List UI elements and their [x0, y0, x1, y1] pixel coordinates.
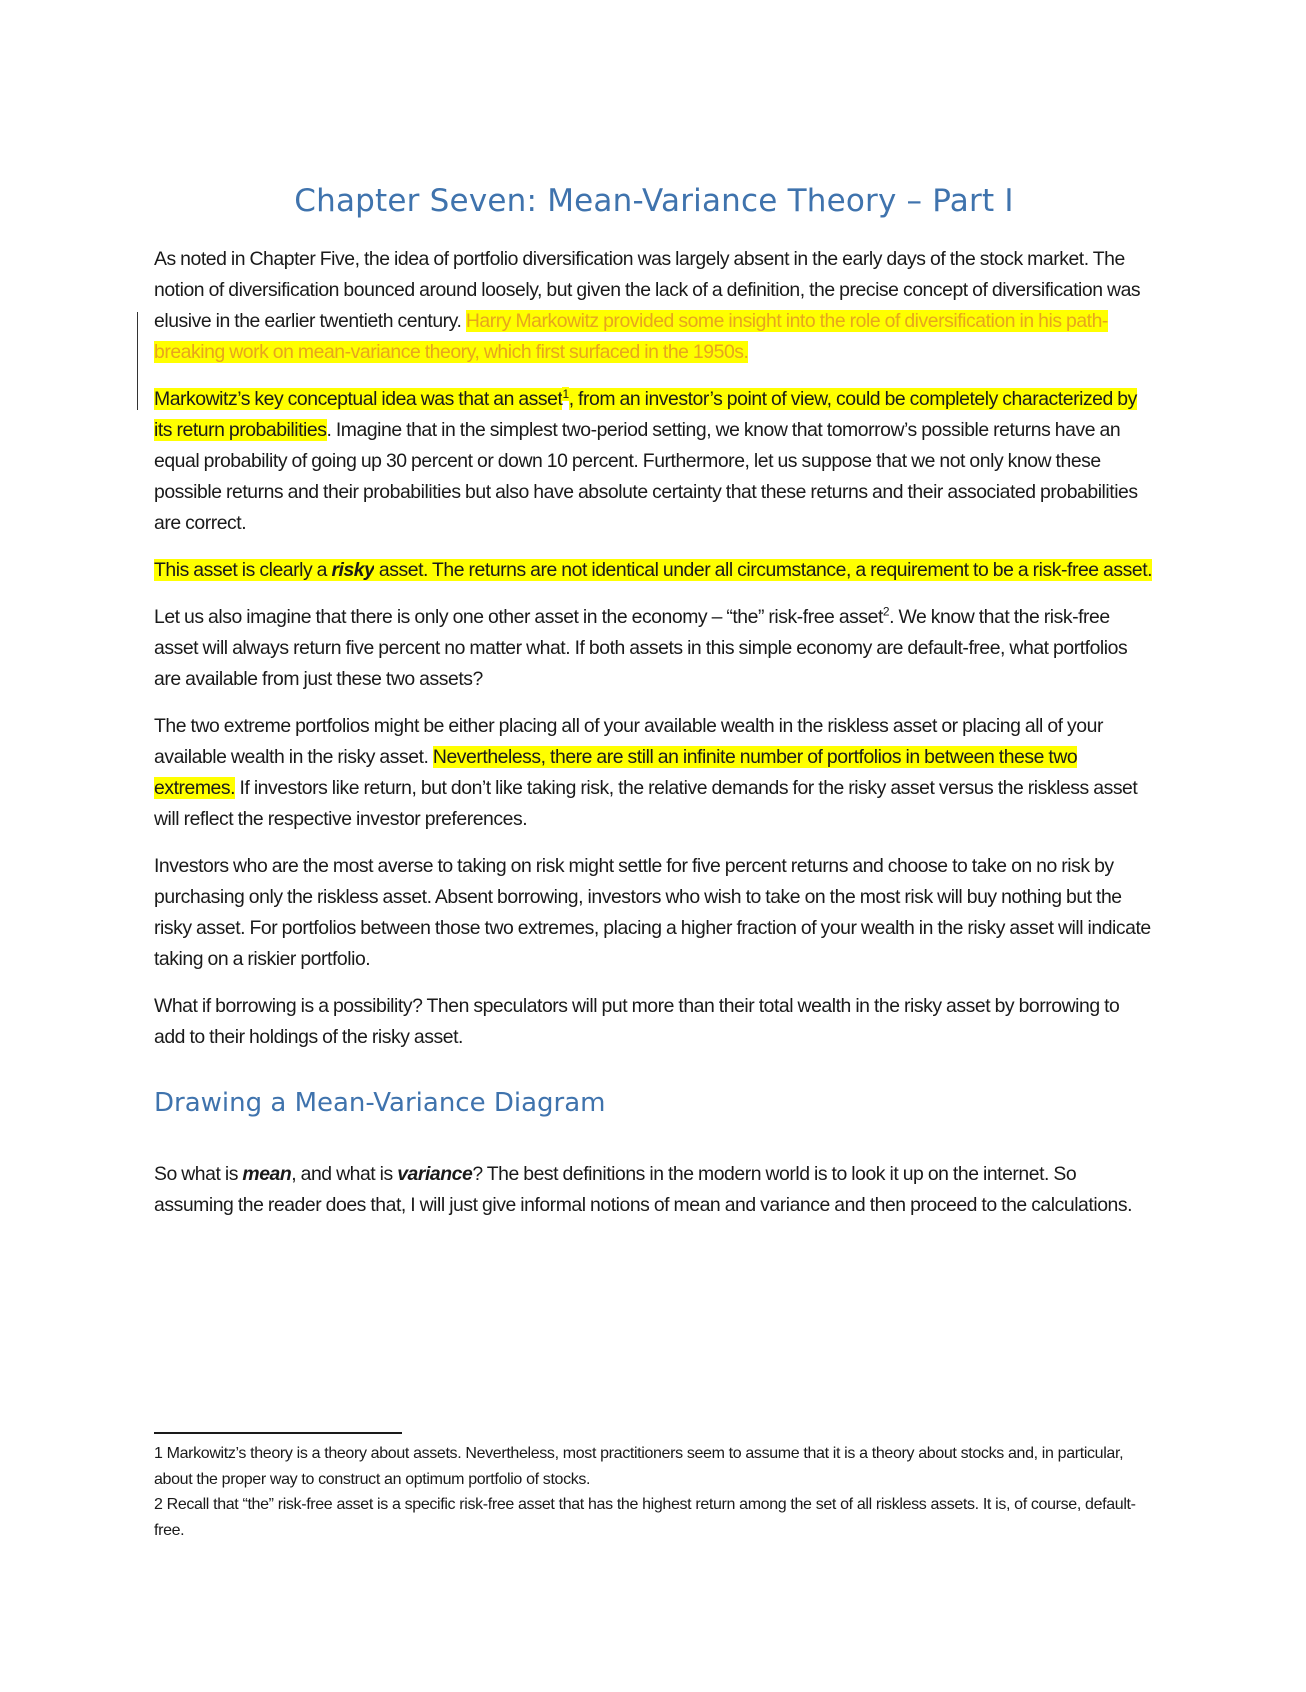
paragraph-7: What if borrowing is a possibility? Then speculators will put more than their total wealth in the risky asset by borrowing to add to their holdings of the risky asset. — [154, 995, 1120, 1048]
paragraph-1-text: As noted in Chapter Five, the idea of portfolio diversification was largely absent in the early days of the stock market. The notion of diversification bounced around loosely, but given the lack of a definition, the precise concept of diversification was elusive in the earlier twentieth century. — [154, 248, 1141, 332]
footnote-separator — [154, 1432, 402, 1434]
footnote-ref-1[interactable]: 1 — [562, 386, 569, 401]
footnote-ref-2[interactable]: 2 — [882, 604, 890, 619]
paragraph-1-highlight: Harry Markowitz provided some insight into the role of diversification in his path-breaking work on mean-variance theory, which first surfaced in the 1950s. — [154, 310, 1108, 363]
risky-emphasis: risky — [331, 559, 375, 581]
paragraph-8-text-b: , and what is — [291, 1163, 398, 1185]
footnote-2: 2 Recall that “the” risk-free asset is a specific risk-free asset that has the highest return among the set of all riskless assets. It is, of course, default-free. — [154, 1496, 1136, 1539]
section-heading: Drawing a Mean-Variance Diagram — [154, 1088, 606, 1118]
revision-change-bar — [137, 312, 138, 410]
paragraph-5 — [154, 711, 1154, 835]
paragraph-5-text-b: If investors like return, but don’t like taking risk, the relative demands for the risky asset versus the riskless asset will reflect the respective investor preferences. — [154, 777, 1138, 830]
paragraph-6: Investors who are the most averse to taking on risk might settle for five percent returns and choose to take on no risk by purchasing only the riskless asset. Absent borrowing, investors who wish to take on the most risk will buy nothing but the risky asset. For portfolios between those two extremes, placing a higher fraction of your wealth in the risky asset will indicate taking on a riskier portfolio. — [154, 855, 1151, 970]
paragraph-3-highlight-a: This asset is clearly a — [154, 559, 332, 581]
paragraph-2 — [154, 384, 1154, 539]
paragraph-8-text-c: ? The best definitions in the modern world is to look it up on the internet. So assuming the reader does that, I will just give informal notions of mean and variance and then proceed to the calculations. — [154, 1163, 1133, 1216]
paragraph-8 — [154, 1159, 1154, 1221]
document-body — [154, 178, 1154, 1237]
paragraph-5-text-a: The two extreme portfolios might be either placing all of your available wealth in the riskless asset or placing all of your available wealth in the risky asset. — [154, 715, 1103, 768]
paragraph-3 — [154, 555, 1154, 586]
variance-emphasis: variance — [397, 1163, 473, 1185]
paragraph-2-highlight-b: , from an investor’s point of view, could be completely characterized by its return probabilities — [154, 388, 1137, 441]
paragraph-5-highlight: Nevertheless, there are still an infinite number of portfolios in between these two extremes. — [154, 746, 1078, 799]
paragraph-2-highlight-a: Markowitz’s key conceptual idea was that an asset — [154, 388, 563, 410]
mean-emphasis: mean — [242, 1163, 292, 1185]
paragraph-4 — [154, 602, 1154, 695]
footnote-1: 1 Markowitz’s theory is a theory about assets. Nevertheless, most practitioners seem to assume that it is a theory about stocks and, in particular, about the proper way to construct an optimum portfolio of stocks. — [154, 1445, 1124, 1488]
paragraph-2-text: . Imagine that in the simplest two-period setting, we know that tomorrow’s possible returns have an equal probability of going up 30 percent or down 10 percent. Furthermore, let us suppose that we not only know these possible returns and their probabilities but also have absolute certainty that these returns and their associated probabilities are correct. — [154, 419, 1138, 534]
chapter-title: Chapter Seven: Mean-Variance Theory – Part I — [294, 183, 1014, 219]
paragraph-4-text-b: . We know that the risk-free asset will always return five percent no matter what. If both assets in this simple economy are default-free, what portfolios are available from just these two assets? — [154, 606, 1128, 690]
paragraph-1 — [154, 244, 1154, 368]
footnotes — [154, 1441, 1154, 1543]
paragraph-3-highlight-b: asset. The returns are not identical under all circumstance, a requirement to be a risk-free asset. — [374, 559, 1153, 581]
paragraph-8-text-a: So what is — [154, 1163, 243, 1185]
paragraph-4-text-a: Let us also imagine that there is only one other asset in the economy – “the” risk-free asset — [154, 606, 883, 628]
